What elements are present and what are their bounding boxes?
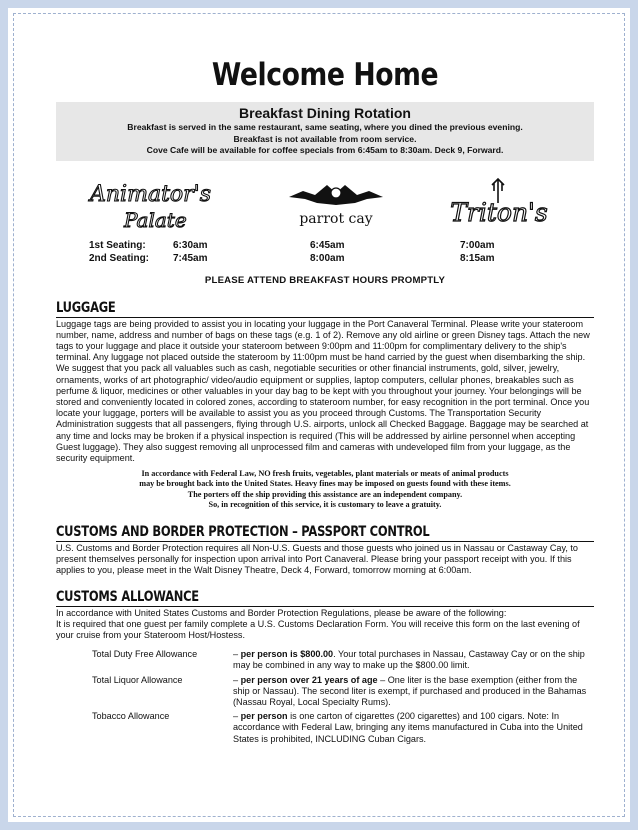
allowance-detail: – per person over 21 years of age – One liter is the base exemption (either from the ship or Nassau). The second liter is exempt, if purchased and produced in the Bahamas (Nassau Royal, Local Specialty Rums).	[233, 674, 587, 707]
allowance-detail: – per person is $800.00. Your total purchases in Nassau, Castaway Cay or on the ship may be combined in any way to make up the $800.00 limit.	[233, 649, 585, 671]
notice-line: So, in recognition of this service, it is customary to leave a gratuity.	[208, 499, 442, 509]
second-seating-time: 7:45am	[173, 252, 208, 264]
luggage-paragraph: Luggage tags are being provided to assist you in locating your luggage in the Port Canaveral Terminal. Please write your stateroom number, name, address and number of bags on these tags (e.g. 1 of 2). Remove any old airline or green Disney tags. Attach the new tags to your luggage and place it outside your stateroom between 9:00pm and 11:00pm for complimentary delivery to the ship's terminal. Any luggage not placed outside the stateroom by 11:00pm must be hand carried by the guest when disembarking the ship. We suggest that you pack all valuables such as cash, negotiable securities or other financial instruments, gold, silver, jewelry, ornaments, works of art photographic/ video/audio equipment or supplies, laptop computers, cellular phones, breakables such as perfume & liquor, medicines or other valuables in your day bag to be kept with you throughout your journey. Your belongings will be stored and conveniently located in colored zones, according to stateroom number, for easy recognition in the port terminal. Once you locate your luggage, porters will be available to assist you as you proceed through Customs. The Transportation Security Administration suggests that all passengers, flying through U.S. airports, unlock all Checked Baggage. Baggage may be searched at any time and locks may be broken if a physical inspection is required (This will be addressed by airline personnel when accepting Guest luggage). They also suggest removing all unprocessed film and cameras with undeveloped film from your luggage, as the security equipment.	[56, 318, 590, 463]
notice-line: The porters off the ship providing this assistance are an independent company.	[187, 489, 463, 499]
customs-heading-text: CUSTOMS AND BORDER PROTECTION – PASSPORT CONTROL	[56, 523, 430, 540]
notice-line: may be brought back into the United States. Heavy fines may be imposed on guests found with these items.	[139, 479, 511, 489]
allowance-row	[92, 675, 594, 712]
federal-law-notice	[56, 469, 594, 510]
first-seating-label: 1st Seating:	[89, 239, 146, 251]
tritons-name: Triton's	[450, 197, 548, 227]
second-seating-label: 2nd Seating:	[89, 252, 150, 264]
parrot-cay-times	[310, 239, 344, 265]
allowance-detail: – per person is one carton of cigarettes (200 cigarettes) and 100 cigars. Note: In accordance with Federal Law, bringing any items manufactured in Cuba into the United States is prohibited, INCLUDING Cuban Cigars.	[233, 711, 583, 744]
allowance-label: Total Duty Free Allowance	[92, 649, 198, 660]
animators-palate-name-2: Palate	[124, 207, 187, 232]
breakfast-line: Cove Cafe will be available for coffee specials from 6:45am to 8:30am. Deck 9, Forward.	[146, 145, 504, 155]
allowance-form-note: It is required that one guest per family complete a U.S. Customs Declaration Form. You will receive this form on the last evening of your cruise from your Stateroom Host/Hostess.	[56, 618, 580, 640]
animators-palate-logo	[86, 177, 216, 233]
allowance-text: is one carton of cigarettes (200 cigarettes) and 100 cigars. Note: In accordance with Federal Law, bringing any items manufactured in Cuba into the United States is prohibited, INCLUDING Cuban Cigars.	[233, 711, 583, 744]
allowance-table	[92, 649, 594, 748]
allowance-intro: In accordance with United States Customs and Border Protection Regulations, please be aware of the following:	[56, 607, 507, 618]
second-seating-time: 8:15am	[460, 252, 495, 264]
allowance-heading	[56, 589, 594, 607]
allowance-label: Total Liquor Allowance	[92, 674, 183, 685]
restaurant-logos	[56, 177, 594, 237]
breakfast-line: Breakfast is served in the same restaurant, same seating, where you dined the previous evening.	[127, 122, 523, 132]
allowance-emphasis: per person is $800.00	[240, 649, 334, 660]
breakfast-line: Breakfast is not available from room service.	[233, 133, 417, 144]
allowance-row	[92, 711, 594, 748]
animators-palate-times	[173, 239, 207, 265]
breakfast-heading: Breakfast Dining Rotation	[239, 105, 411, 121]
customs-paragraph: U.S. Customs and Border Protection requires all Non-U.S. Guests and those guests who joined us in Nassau or Castaway Cay, to present themselves personally for inspection upon arrival into Port Canaveral. Please bring your passport receipt with you. If this applies to you, please meet in the Walt Disney Theatre, Deck 4, Forward, tomorrow morning at 6:00am.	[56, 542, 578, 576]
allowance-text: . Your total purchases in Nassau, Castaway Cay or on the ship may be combined in any way to make up the $800.00 limit.	[233, 649, 585, 671]
document-content	[56, 56, 594, 748]
parrot-cay-logo	[281, 177, 391, 233]
luggage-heading	[56, 300, 594, 318]
notice-line: In accordance with Federal Law, NO fresh fruits, vegetables, plant materials or meats of animal products	[141, 469, 509, 479]
page-title: Welcome Home	[211, 57, 439, 93]
attend-notice: PLEASE ATTEND BREAKFAST HOURS PROMPTLY	[204, 274, 446, 286]
first-seating-time: 6:30am	[173, 239, 208, 251]
customs-heading	[56, 524, 594, 542]
luggage-heading-text: LUGGAGE	[56, 299, 116, 316]
allowance-emphasis: per person over 21 years of age	[240, 674, 378, 685]
parrot-cay-name: parrot cay	[299, 210, 373, 227]
breakfast-info-box	[56, 102, 594, 161]
first-seating-time: 7:00am	[460, 239, 495, 251]
allowance-text: – One liter is the base exemption (either from the ship or Nassau). The second liter is exempt, if purchased and produced in the Bahamas (Nassau Royal, Local Specialty Rums).	[233, 674, 587, 707]
allowance-row	[92, 649, 594, 674]
tritons-logo	[434, 177, 564, 233]
seating-labels	[89, 239, 149, 265]
allowance-emphasis: per person	[240, 711, 288, 722]
tritons-times	[460, 239, 494, 265]
first-seating-time: 6:45am	[310, 239, 345, 251]
allowance-label: Tobacco Allowance	[92, 711, 170, 722]
allowance-heading-text: CUSTOMS ALLOWANCE	[56, 588, 199, 605]
seating-times	[56, 239, 594, 267]
second-seating-time: 8:00am	[310, 252, 345, 264]
animators-palate-name: Animator's	[90, 181, 212, 207]
